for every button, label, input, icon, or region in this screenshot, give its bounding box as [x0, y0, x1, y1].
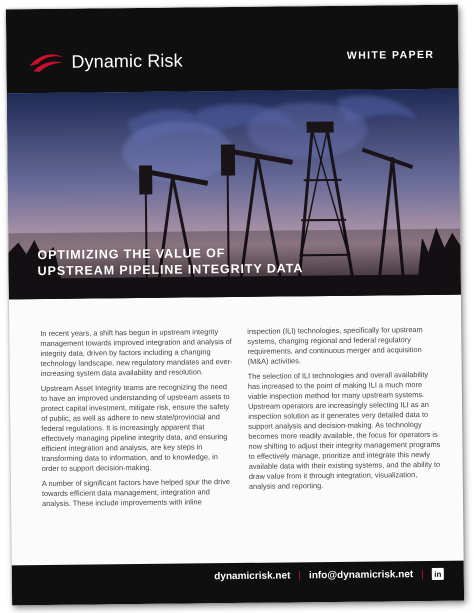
body-column-left — [40, 327, 235, 514]
footer-contact — [214, 568, 444, 582]
paragraph: Upstream Asset Integrity teams are recognizing the need to have an improved understanding of upstream assets to protect capital investment, mitigate risk, ensure the safety of public, as well as adhere to new state/provincial and federal regulations. It is increasingly apparent that effectively managing pipeline integrity data, and ensuring efficient integration and analysis, are key steps in transforming data to information, and to knowledge, in order to support decision-making. — [40, 382, 230, 474]
paragraph: The selection of ILI technologies and overall availability has increased to the point of making ILI a much more viable inspection method for many upstream systems. Upstream operators are increasingly selecting ILI as an inspection solution as it generates very detailed data to support analysis and decision-making. As technology becomes more readily available, the focus for operators is now shifting to adjust their integrity management programs to effectively manage, prioritize and integrate this newly available data with their existing systems, and the ability to draw value from it through integration, visualization, analysis and reporting. — [247, 369, 441, 491]
white-paper-page — [6, 5, 464, 606]
body-column-right — [247, 325, 442, 512]
document-type-label: WHITE PAPER — [346, 48, 435, 62]
title-line-1: OPTIMIZING THE VALUE OF — [37, 246, 226, 263]
paragraph: A number of significant factors have helped spur the drive towards efficient data management, integration and analysis. These include improvements with inline — [41, 477, 231, 509]
linkedin-icon[interactable]: in — [432, 568, 444, 580]
footer-bar — [12, 561, 464, 606]
separator: | — [298, 569, 302, 581]
separator: | — [421, 568, 424, 580]
page-title — [37, 244, 303, 279]
title-line-2: UPSTREAM PIPELINE INTEGRITY DATA — [37, 261, 304, 279]
website-link[interactable]: dynamicrisk.net — [214, 569, 291, 582]
brand-logo — [27, 48, 182, 76]
body-text — [40, 325, 442, 514]
header-bar — [6, 5, 459, 94]
paragraph: In recent years, a shift has begun in upstream integrity management towards improved integration and analysis of integrity data, driven by factors including a changing technology landscape, new regulatory mandates and ever-increasing system data availability and resolution. — [40, 327, 233, 379]
brand-name: Dynamic Risk — [71, 50, 183, 72]
paragraph: inspection (ILI) technologies, specifically for upstream systems, changing regional and federal regulatory requirements, and continuous merger and acquisition (M&A) activities. — [247, 325, 423, 366]
email-link[interactable]: info@dynamicrisk.net — [308, 568, 414, 581]
swoosh-logo-icon — [27, 49, 65, 75]
